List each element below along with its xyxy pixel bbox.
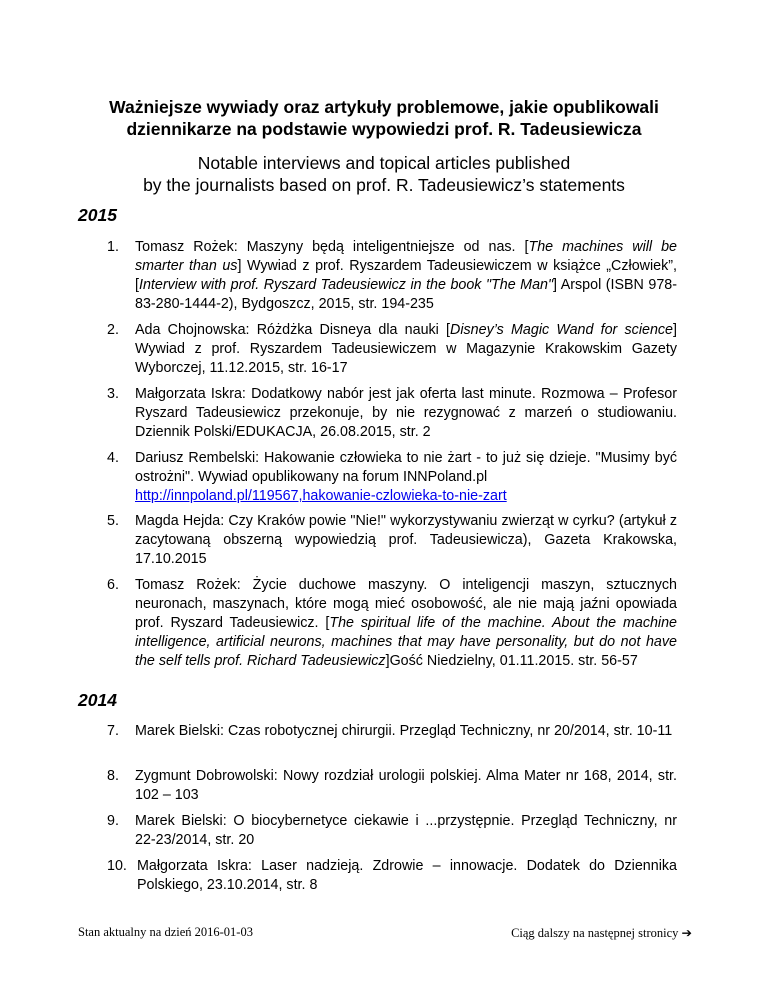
item-text: Marek Bielski: O biocybernetyce ciekawie i ...przystępnie. Przegląd Techniczny, nr 22-23/2014, str. 20 — [135, 813, 677, 848]
item-text: Tomasz Rożek: Życie duchowe maszyny. O inteligencji maszyn, sztucznych neuronach, maszynach, które mogą mieć osobowość, ale nie mają jaźni opowiada prof. Ryszard Tadeusiewicz. [The spiritual life of the machine. About the machine intelligence, artificial neurons, machines that may have personality, but do not have the self tells prof. Richard Tadeusiewicz]Gość Niedzielny, 01.11.2015. str. 56-57 — [135, 577, 678, 669]
item-number: 5. — [107, 513, 119, 529]
item-number: 2. — [107, 322, 119, 338]
subtitle-line-1: Notable interviews and topical articles published — [197, 153, 571, 173]
footer-continued — [511, 925, 692, 941]
page-title — [60, 96, 708, 140]
list-item — [107, 857, 677, 895]
item-number: 7. — [107, 723, 119, 739]
item-number: 9. — [107, 813, 119, 829]
title-line-1: Ważniejsze wywiady oraz artykuły problemowe, jakie opublikowali — [109, 97, 659, 117]
title-line-2: dziennikarze na podstawie wypowiedzi prof. R. Tadeusiewicza — [126, 119, 642, 139]
item-text: Magda Hejda: Czy Kraków powie "Nie!" wykorzystywaniu zwierząt w cyrku? (artykuł z zacytowaną obszerną wypowiedzią prof. Tadeusiewicza), Gazeta Krakowska, 17.10.2015 — [135, 513, 677, 567]
item-number: 4. — [107, 450, 119, 466]
year-heading-2014: 2014 — [78, 690, 117, 710]
article-link[interactable]: http://innpoland.pl/119567,hakowanie-czlowieka-to-nie-zart — [135, 488, 507, 504]
footer-continued-label: Ciąg dalszy na następnej stronicy — [511, 926, 679, 940]
list-item — [107, 238, 677, 314]
item-text: Dariusz Rembelski: Hakowanie człowieka to nie żart - to już się dzieje. "Musimy być ostrożni". Wywiad opublikowany na forum INNPoland.pl http://innpoland.pl/119567,hakowanie-czlowieka-to-nie-zart — [135, 450, 677, 504]
item-number: 3. — [107, 386, 119, 402]
item-number: 10. — [107, 858, 127, 874]
item-text: Marek Bielski: Czas robotycznej chirurgii. Przegląd Techniczny, nr 20/2014, str. 10-11 — [135, 723, 673, 739]
list-item — [107, 767, 677, 805]
list-item — [107, 722, 677, 741]
item-number: 1. — [107, 239, 119, 255]
subtitle-line-2: by the journalists based on prof. R. Tadeusiewicz’s statements — [143, 175, 625, 195]
item-text: Tomasz Rożek: Maszyny będą inteligentniejsze od nas. [The machines will be smarter than us] Wywiad z prof. Ryszardem Tadeusiewiczem w książce „Człowiek”, [Interview with prof. Ryszard Tadeusiewicz in the book "The Man"] Arspol (ISBN 978-83-280-1444-2), Bydgoszcz, 2015, str. 194-235 — [135, 239, 677, 312]
list-item — [107, 385, 677, 442]
item-number: 8. — [107, 768, 119, 784]
item-text: Zygmunt Dobrowolski: Nowy rozdział urologii polskiej. Alma Mater nr 168, 2014, str. 102 – 103 — [135, 768, 677, 803]
item-text: Małgorzata Iskra: Laser nadzieją. Zdrowie – innowacje. Dodatek do Dziennika Polskiego, 23.10.2014, str. 8 — [137, 858, 677, 893]
list-item — [107, 512, 677, 569]
right-arrow-icon: ➔ — [681, 925, 692, 940]
list-item — [107, 449, 677, 506]
list-item — [107, 812, 677, 850]
item-text: Ada Chojnowska: Różdżka Disneya dla nauki [Disney’s Magic Wand for science] Wywiad z prof. Ryszardem Tadeusiewiczem w Magazynie Krakowskim Gazety Wyborczej, 11.12.2015, str. 16-17 — [135, 322, 677, 376]
item-number: 6. — [107, 577, 119, 593]
list-item — [107, 321, 677, 378]
item-text: Małgorzata Iskra: Dodatkowy nabór jest jak oferta last minute. Rozmowa – Profesor Ryszard Tadeusiewicz przekonuje, by nie rezygnować z marzeń o studiowaniu. Dziennik Polski/EDUKACJA, 26.08.2015, str. 2 — [135, 386, 677, 440]
footer-date: Stan aktualny na dzień 2016-01-03 — [78, 925, 253, 939]
page-subtitle — [60, 152, 708, 196]
year-heading-2015: 2015 — [78, 205, 117, 225]
list-item — [107, 576, 677, 671]
